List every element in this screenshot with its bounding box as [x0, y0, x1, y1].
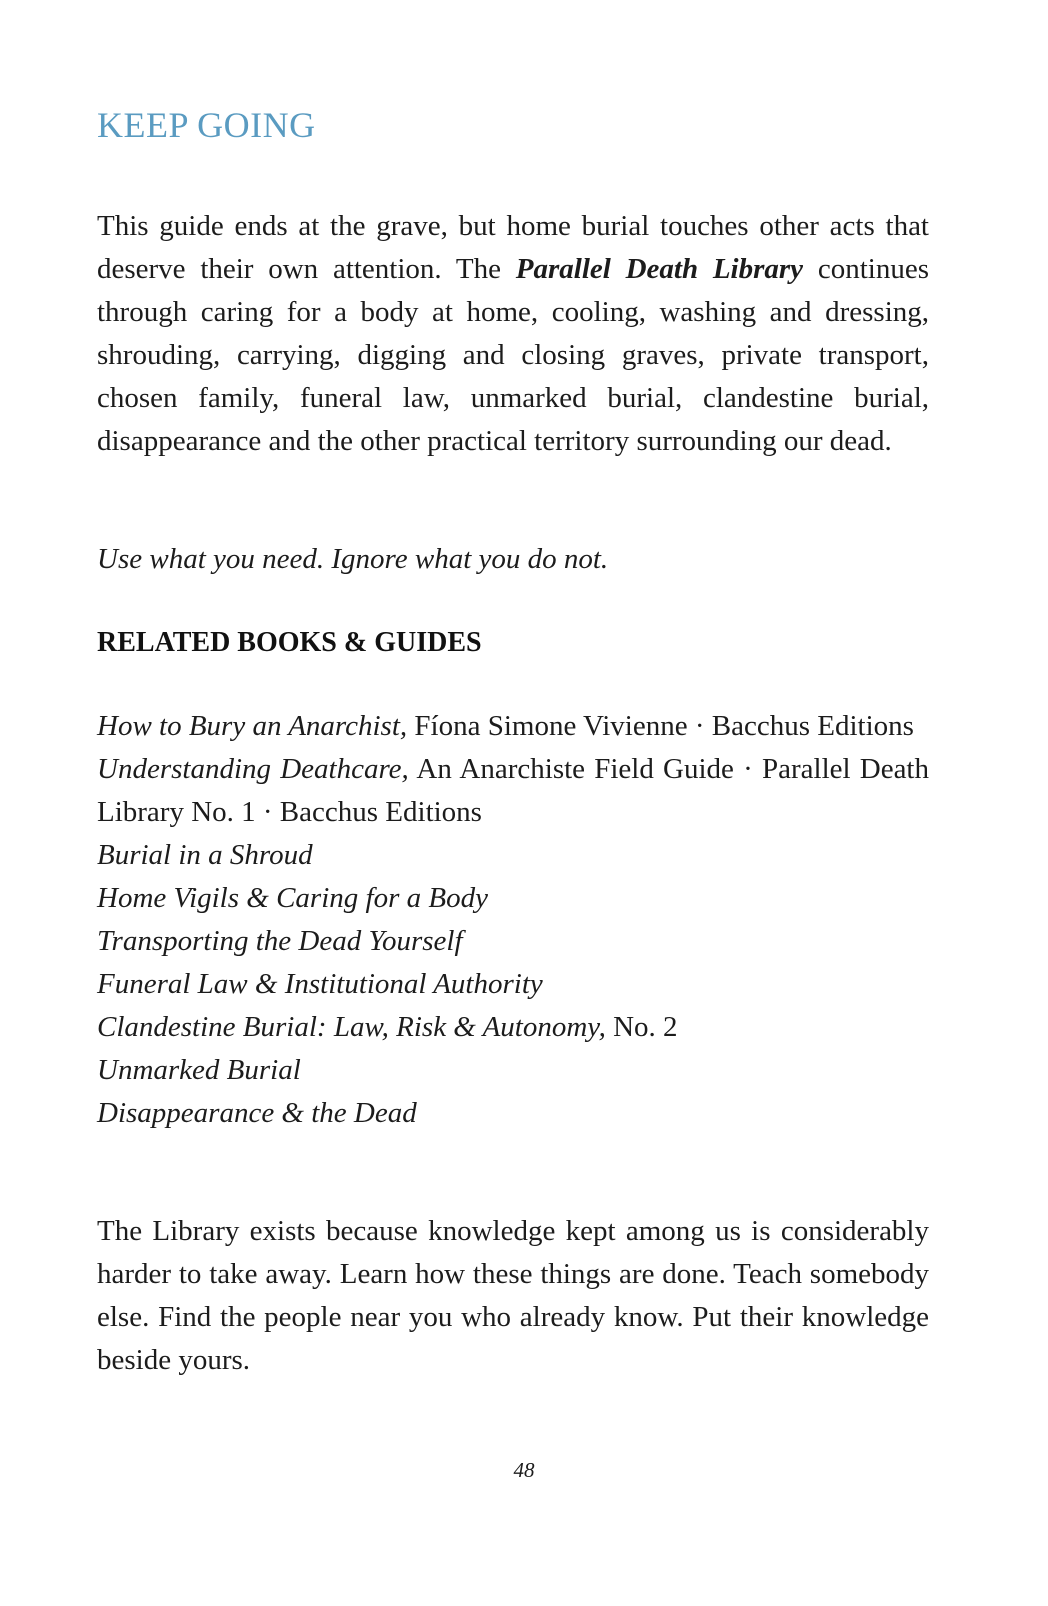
list-item: [97, 877, 929, 920]
book-title: Disappearance & the Dead: [97, 1097, 417, 1129]
book-details: Fíona Simone Vivienne · Bacchus Editions: [407, 710, 914, 742]
library-title: Parallel Death Library: [515, 253, 804, 285]
book-title: Funeral Law & Institutional Authority: [97, 968, 543, 1000]
list-item: [97, 705, 929, 748]
intro-paragraph: [97, 205, 929, 463]
book-title: How to Bury an Anarchist,: [97, 710, 408, 742]
book-details: An Anarchiste Field Guide · Parallel Death Library No. 1 · Bacchus Editions: [97, 753, 929, 828]
section-heading: KEEP GOING: [97, 105, 316, 145]
intro-text-end: continues through caring for a body at home, cooling, washing and dressing, shrouding, carrying, digging and closing graves, private transport, chosen family, funeral law, unmarked burial, clandestine burial, disappearance and the other practical territory surrounding our dead.: [97, 253, 929, 457]
related-list: [97, 705, 929, 1135]
book-title: Burial in a Shroud: [97, 839, 313, 871]
page-number: 48: [513, 1458, 535, 1482]
list-item: [97, 1049, 929, 1092]
book-title: Transporting the Dead Yourself: [97, 925, 463, 957]
list-item: [97, 1006, 929, 1049]
list-item: [97, 748, 929, 834]
list-item: [97, 1092, 929, 1135]
motto: Use what you need. Ignore what you do not.: [97, 543, 609, 575]
list-item: [97, 920, 929, 963]
related-heading: RELATED BOOKS & GUIDES: [97, 627, 482, 658]
book-title: Understanding Deathcare,: [97, 753, 409, 785]
book-title: Home Vigils & Caring for a Body: [97, 882, 488, 914]
closing-paragraph: The Library exists because knowledge kept among us is considerably harder to take away. Learn how these things are done. Teach somebody else. Find the people near you who already know. Put their knowledge beside yours.: [97, 1215, 929, 1376]
book-title: Unmarked Burial: [97, 1054, 301, 1086]
intro-text-start: This guide ends at the grave, but home burial touches other acts that deserve their own attention. The: [97, 210, 929, 285]
book-title: Clandestine Burial: Law, Risk & Autonomy,: [97, 1011, 606, 1043]
list-item: [97, 834, 929, 877]
list-item: [97, 963, 929, 1006]
book-details: No. 2: [605, 1011, 678, 1043]
